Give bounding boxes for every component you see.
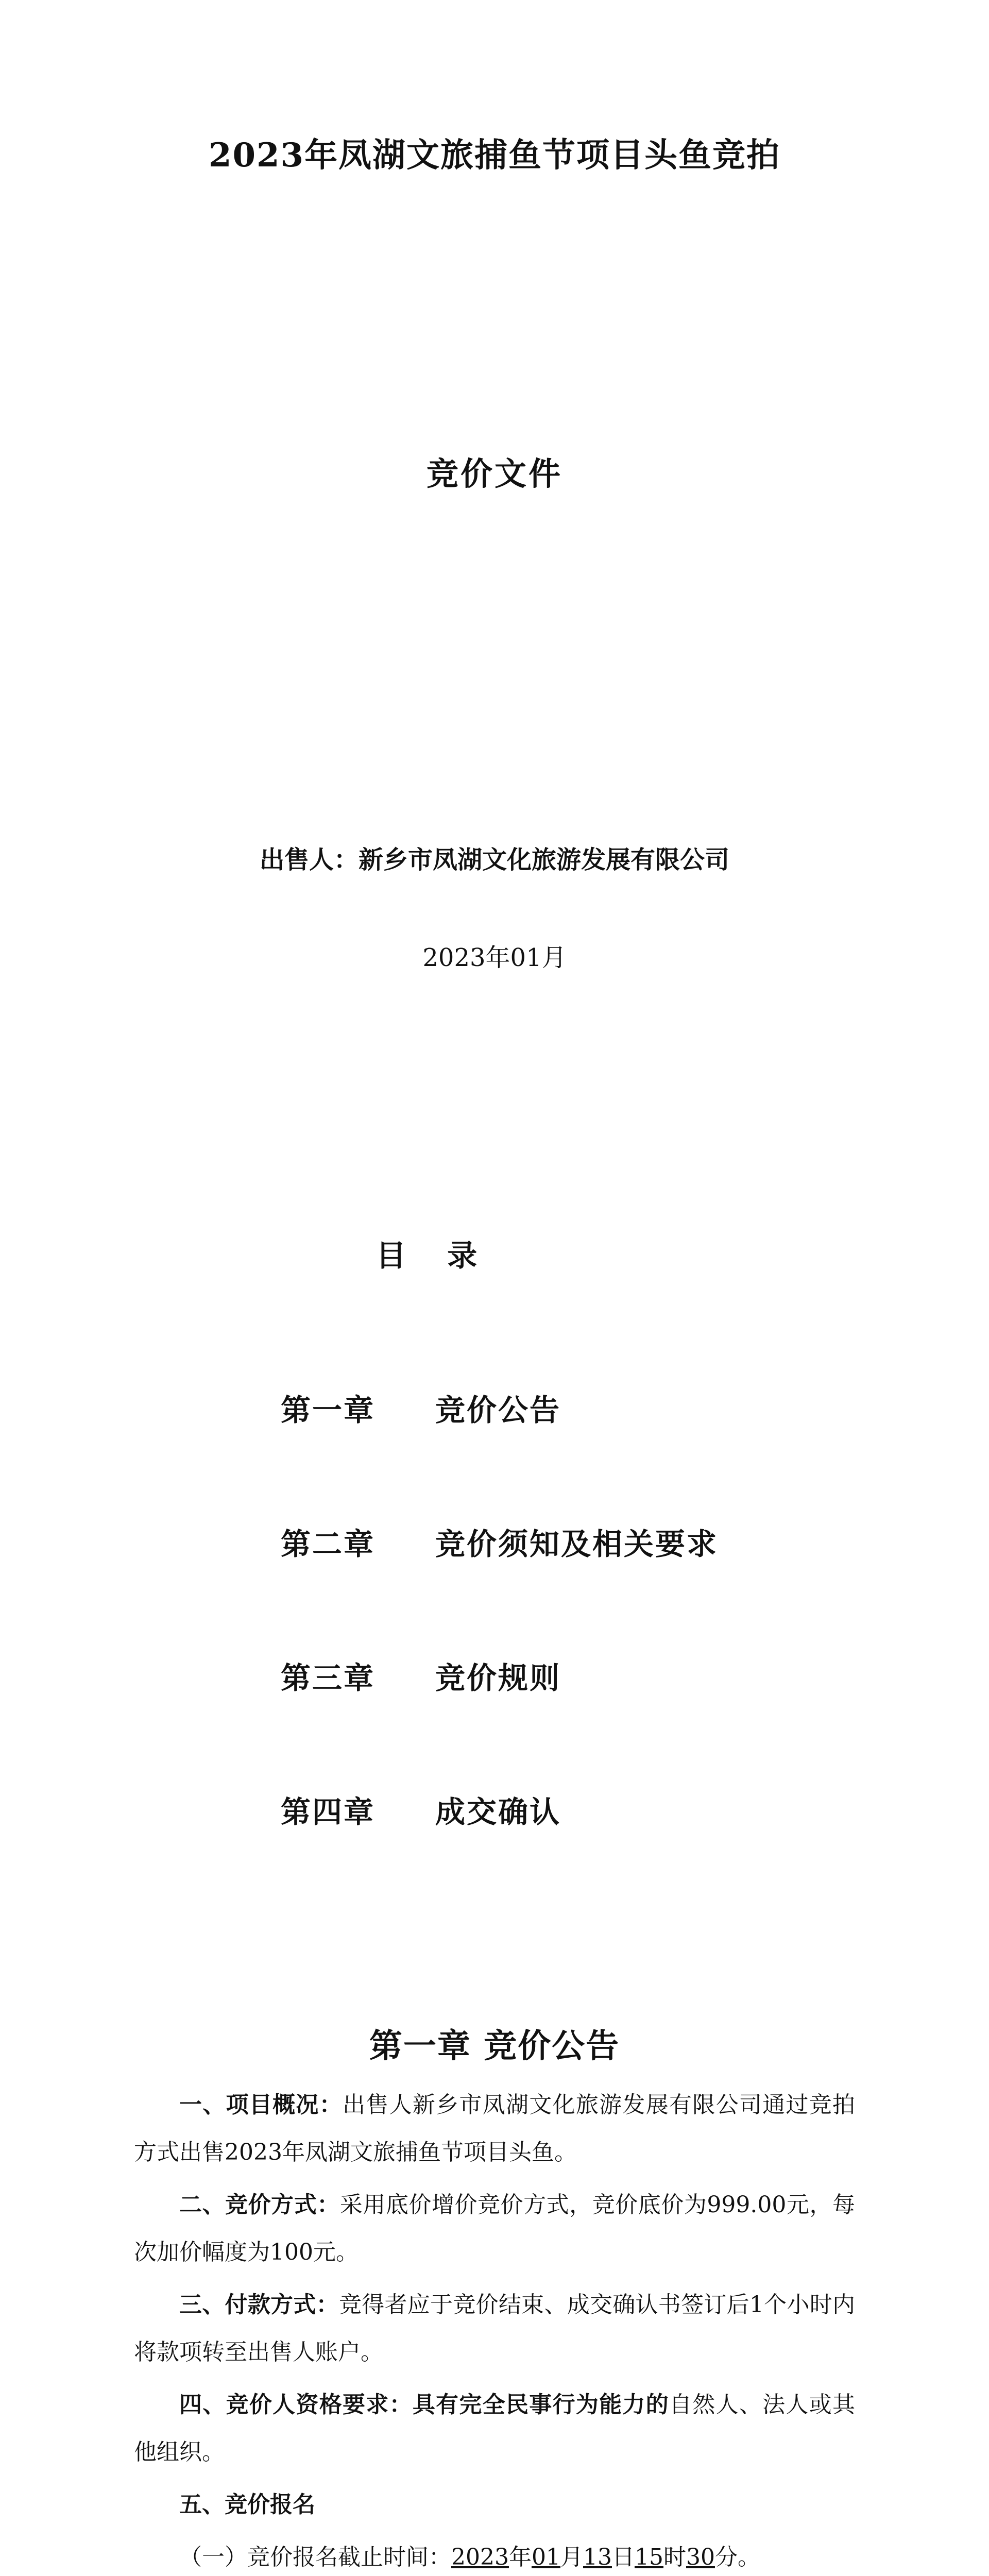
cover-title: 2023年凤湖文旅捕鱼节项目头鱼竞拍 [208, 136, 781, 175]
chapter-body [134, 2081, 855, 2576]
toc-name: 竞价须知及相关要求 [435, 1527, 719, 1562]
paragraph: 四、竞价人资格要求：具有完全民事行为能力的自然人、法人或其他组织。 [134, 2392, 855, 2465]
toc-item [281, 1788, 561, 1831]
cover-seller: 出售人：新乡市凤湖文化旅游发展有限公司 [259, 845, 729, 874]
paragraph: 三、付款方式：竞得者应于竞价结束、成交确认书签订后1个小时内将款项转至出售人账户。 [134, 2292, 855, 2365]
paragraph: （一）竞价报名截止时间：2023年01月13日15时30分。 [179, 2544, 760, 2570]
paragraph: 一、项目概况：出售人新乡市凤湖文化旅游发展有限公司通过竞拍方式出售2023年凤湖文旅捕鱼节项目头鱼。 [134, 2092, 855, 2165]
section-heading: 五、竞价报名 [179, 2492, 315, 2518]
cover-doc-type: 竞价文件 [426, 455, 562, 493]
paragraph: 二、竞价方式：采用底价增价竞价方式，竞价底价为999.00元，每次加价幅度为100元。 [134, 2192, 855, 2265]
toc-chapter: 第三章 [281, 1660, 376, 1696]
toc-chapter: 第一章 [281, 1393, 376, 1428]
toc-name: 成交确认 [435, 1794, 561, 1829]
toc-name: 竞价规则 [435, 1660, 561, 1696]
toc-title: 目 录 [376, 1238, 493, 1273]
toc-item [281, 1520, 718, 1563]
toc-item [281, 1386, 561, 1429]
chapter-title: 第一章 竞价公告 [369, 2027, 620, 2065]
toc-item [281, 1654, 561, 1697]
cover-date: 2023年01月 [422, 943, 567, 972]
toc-name: 竞价公告 [435, 1393, 561, 1428]
toc-chapter: 第二章 [281, 1527, 376, 1562]
toc-chapter: 第四章 [281, 1794, 376, 1829]
